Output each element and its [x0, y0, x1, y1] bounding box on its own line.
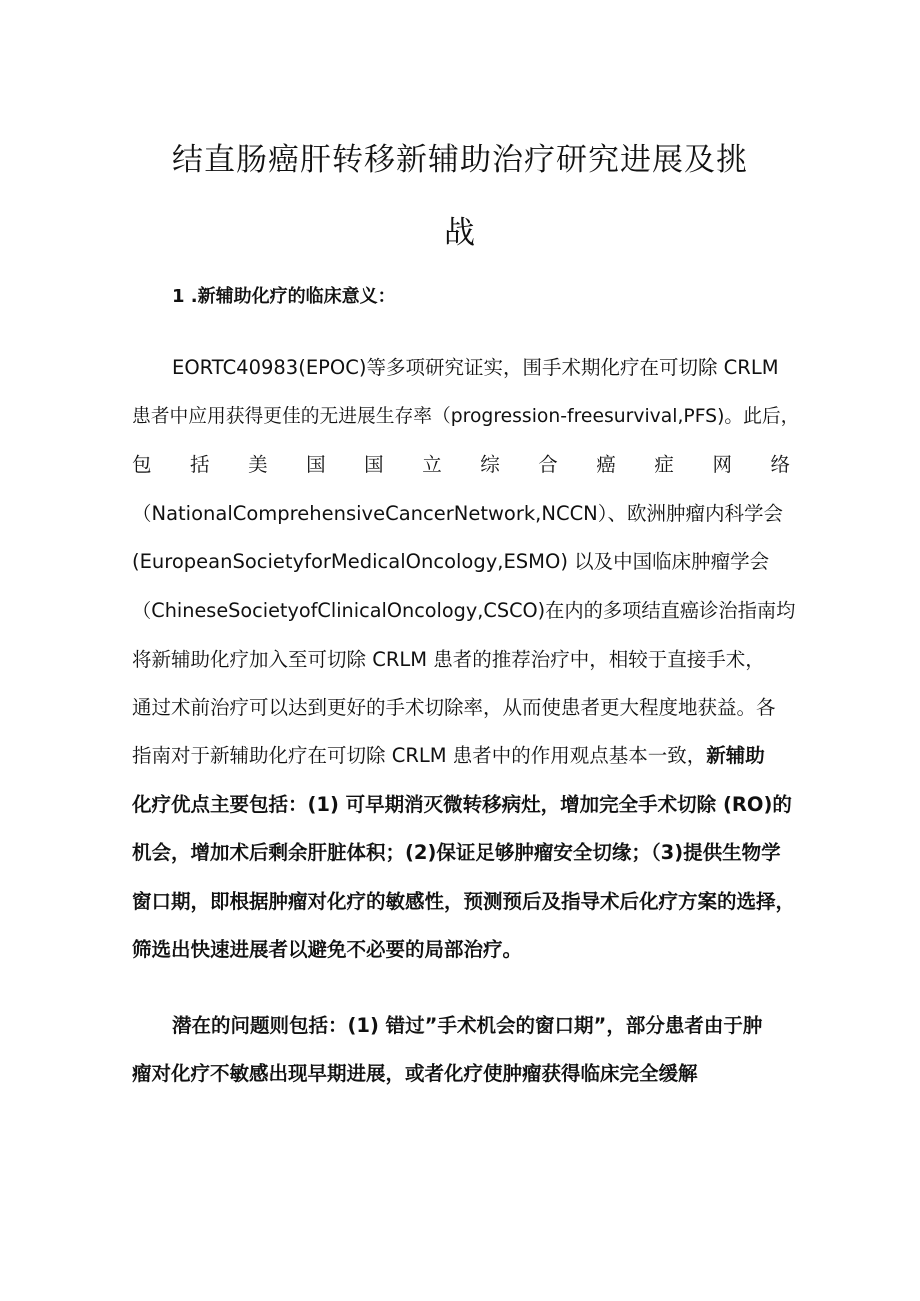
paragraph-line: EORTC40983(EPOC)等多项研究证实，围手术期化疗在可切除 CRLM [172, 356, 779, 379]
paragraph-line: (EuropeanSocietyforMedicalOncology,ESMO) 以及中国临床肿瘤学会 [132, 550, 770, 573]
document-title-line-2: 战 [444, 215, 476, 251]
paragraph-bold-text: 新辅助 [706, 744, 765, 767]
section-heading: 1 .新辅助化疗的临床意义： [172, 286, 396, 307]
paragraph-line-mixed [132, 743, 765, 769]
paragraph-line: 机会，增加术后剩余肝脏体积；(2)保证足够肿瘤安全切缘；（3)提供生物学 [132, 841, 781, 864]
paragraph-line: （ChineseSocietyofClinicalOncology,CSCO)在内的多项结直癌诊治指南均 [132, 599, 796, 622]
paragraph-line: 潜在的问题则包括：(1) 错过”手术机会的窗口期”，部分患者由于肿 [172, 1014, 763, 1037]
paragraph-line: 筛选出快速进展者以避免不必要的局部治疗。 [132, 938, 523, 961]
document-title-line-1: 结直肠癌肝转移新辅助治疗研究进展及挑 [172, 142, 748, 178]
paragraph-line: 窗口期，即根据肿瘤对化疗的敏感性，预测预后及指导术后化疗方案的选择， [132, 890, 796, 913]
paragraph-line: 瘤对化疗不敏感出现早期进展，或者化疗使肿瘤获得临床完全缓解 [132, 1062, 698, 1085]
paragraph-line: （NationalComprehensiveCancerNetwork,NCCN）、欧洲肿瘤内科学会 [132, 502, 784, 525]
paragraph-line: 通过术前治疗可以达到更好的手术切除率，从而使患者更大程度地获益。各 [132, 696, 776, 719]
paragraph-line: 包 括 美 国 国 立 综 合 癌 症 网 络 [132, 453, 790, 476]
paragraph-line: 化疗优点主要包括：(1) 可早期消灭微转移病灶，增加完全手术切除 (RO)的 [132, 793, 792, 816]
paragraph-line: 将新辅助化疗加入至可切除 CRLM 患者的推荐治疗中，相较于直接手术， [132, 648, 765, 671]
paragraph-text: 指南对于新辅助化疗在可切除 CRLM 患者中的作用观点基本一致， [132, 744, 707, 767]
paragraph-line: 患者中应用获得更佳的无进展生存率（progression-freesurvival,PFS)。此后， [132, 406, 800, 427]
